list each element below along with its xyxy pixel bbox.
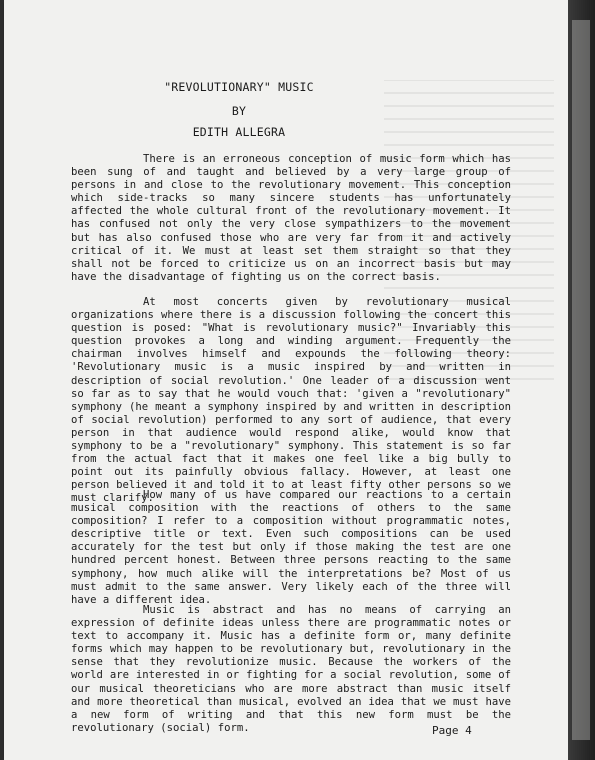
typewritten-document <box>4 0 568 760</box>
paragraph-2: At most concerts given by revolutionary musical organizations where there is a discussion following the concert this question is posed: "What is revolutionary music?" Invariably this question provokes a long and winding argument. Frequently the chairman involves himself and expounds the following theory: 'Revolutionary music is a music inspired by and written in description of social revolution.' One leader of a discussion went so far as to say that he would vouch that: 'given a "revolutionary" symphony (he meant a symphony inspired by and written in description of social revolution) performed to any sort of audience, that every person in that audience would respond alike, would know that symphony to be a "revolutionary" symphony. This statement is so far from the actual fact that it makes one feel like a big bully to point out its painfully obvious fallacy. However, at least one person believed it and told it to at least fifty other persons so we must clarify. <box>71 296 511 505</box>
page-number: Page 4 <box>432 724 472 737</box>
document-title: "REVOLUTIONARY" MUSIC <box>164 80 314 94</box>
adjacent-page-edge <box>572 20 590 740</box>
byline-label: BY <box>231 104 247 118</box>
author-name: EDITH ALLEGRA <box>192 125 286 139</box>
paragraph-4: Music is abstract and has no means of carrying an expression of definite ideas unless there are programmatic notes or text to accompany it. Music has a definite form or, many definite forms which may happen to be revolutionary but, revolutionary in the sense that they revolutionize music. Because the workers of the world are interested in or fighting for a social revolution, some of our musical theoreticians who are more abstract than music itself and more theoretical than musical, evolved an idea that we must have a new form of writing and that this new form must be the revolutionary (social) form. <box>71 604 511 734</box>
paper-page <box>4 0 568 760</box>
paragraph-1: There is an erroneous conception of music form which has been sung of and taught and believed by a very large group of persons in and close to the revolutionary movement. This conception which side-tracks so many sincere students has unfortunately affected the whole cultural front of the revolutionary movement. It has confused not only the very close sympathizers to the movement but has also confused those who are very far from it and actively critical of it. We must at least set them straight so that they shall not be forced to criticize us on an incorrect basis but may have the disadvantage of fighting us on the correct basis. <box>71 153 511 283</box>
paragraph-3: How many of us have compared our reactions to a certain musical composition with the reactions of others to the same composition? I refer to a composition without programmatic notes, descriptive title or text. Even such compositions can be used accurately for the test but only if those making the test are one hundred percent honest. Between three persons reacting to the same symphony, how much alike will the interpretations be? Most of us must admit to the same answer. Very likely each of the three will have a different idea. <box>71 489 511 606</box>
scanner-edge <box>568 0 595 760</box>
